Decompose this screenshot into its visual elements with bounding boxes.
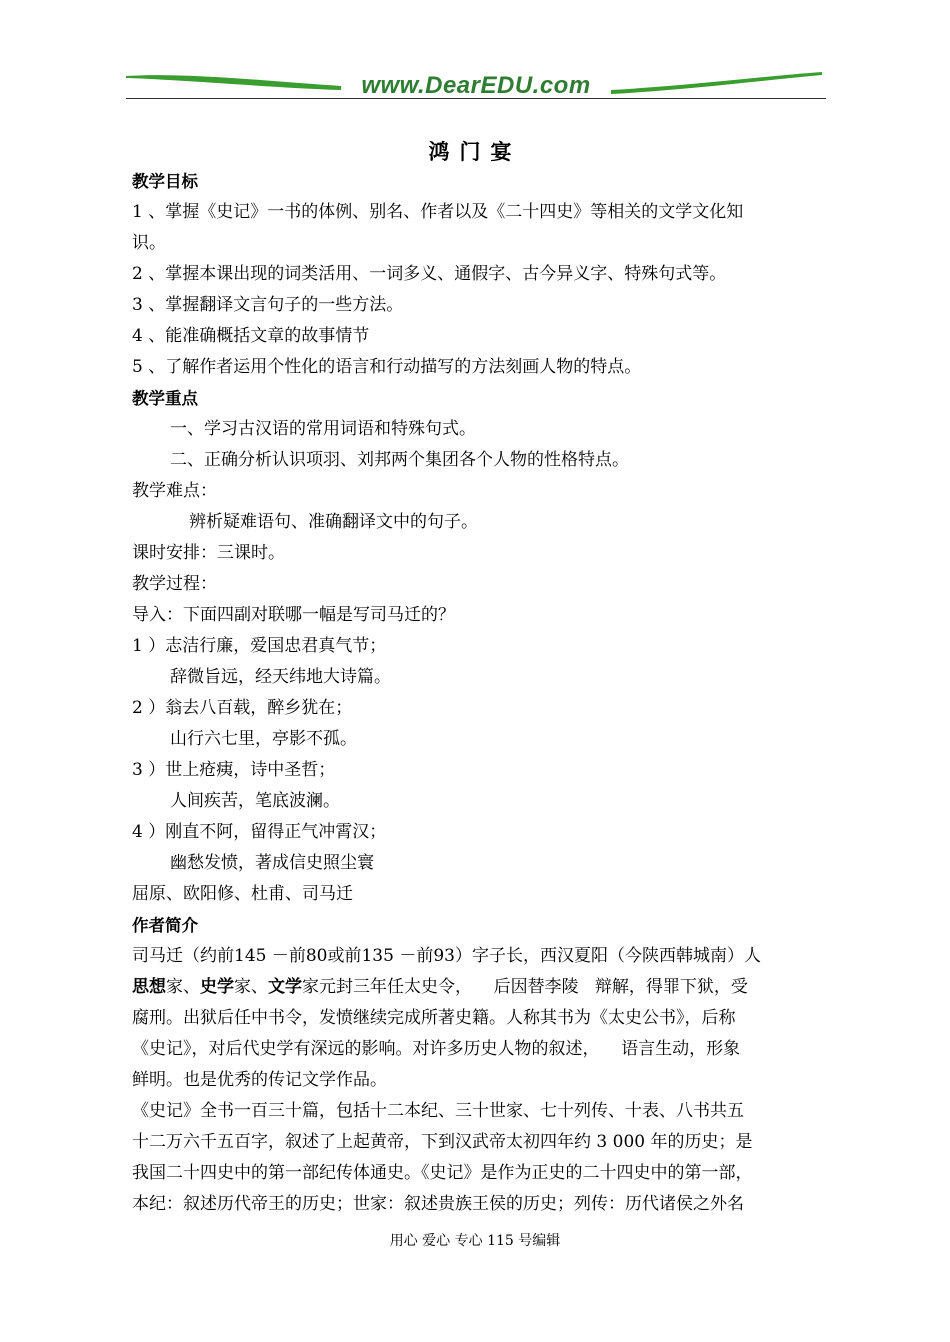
author-line: 司马迁（约前145 －前80或前135 －前93）字子长，西汉夏阳（今陕西韩城南）人 — [132, 946, 761, 966]
couplet-second: 人间疾苦，笔底波澜。 — [170, 791, 340, 811]
keypoint-line: 一、学习古汉语的常用词语和特殊句式。 — [170, 419, 476, 439]
document-body — [132, 166, 832, 1220]
author-line: 腐刑。出狱后任中书令，发愤继续完成所著史籍。人称其书为《太史公书》，后称 — [132, 1008, 736, 1028]
couplet-first: 1 ）志洁行廉，爱国忠君真气节； — [132, 636, 387, 656]
keypoint-line: 二、正确分析认识项羽、刘邦两个集团各个人物的性格特点。 — [170, 450, 629, 470]
objective-line: 识。 — [132, 233, 166, 253]
objective-line: 4 、能准确概括文章的故事情节 — [132, 326, 370, 346]
shiji-line: 本纪：叙述历代帝王的历史；世家：叙述贵族王侯的历史；列传：历代诸侯之外名 — [132, 1194, 744, 1214]
shiji-line: 《史记》全书一百三十篇，包括十二本纪、三十世家、七十列传、十表、八书共五 — [132, 1101, 744, 1121]
keypoints-heading: 教学重点 — [132, 389, 198, 408]
objective-line: 2 、掌握本课出现的词类活用、一词多义、通假字、古今异义字、特殊句式等。 — [132, 264, 727, 284]
bold-term: 史学 — [200, 977, 234, 997]
couplet-first: 4 ）刚直不阿，留得正气冲霄汉； — [132, 822, 387, 842]
site-logo-text[interactable]: www.DearEDU.com — [361, 72, 591, 99]
page-footer: 用心 爱心 专心 115 号编辑 — [389, 1233, 561, 1249]
couplet-second: 山行六七里，亭影不孤。 — [170, 729, 357, 749]
answer-line: 屈原、欧阳修、杜甫、司马迁 — [132, 884, 353, 904]
objective-line: 1 、掌握《史记》一书的体例、别名、作者以及《二十四史》等相关的文学文化知 — [132, 202, 744, 222]
left-swoosh — [126, 75, 341, 90]
shiji-line: 十二万六千五百字，叙述了上起黄帝，下到汉武帝太初四年约 3 000 年的历史；是 — [132, 1132, 753, 1152]
couplet-second: 辞微旨远，经天纬地大诗篇。 — [170, 667, 391, 687]
couplet-first: 2 ）翁去八百载，醉乡犹在； — [132, 698, 353, 718]
objective-line: 3 、掌握翻译文言句子的一些方法。 — [132, 295, 404, 315]
difficulty-text: 辨析疑难语句、准确翻译文中的句子。 — [189, 512, 478, 532]
author-line: 《史记》，对后代史学有深远的影响。对许多历史人物的叙述， 语言生动，形象 — [132, 1039, 741, 1059]
bold-term: 文学 — [268, 977, 302, 997]
bold-term: 思想 — [132, 977, 166, 997]
text-span: 家、 — [234, 977, 268, 997]
couplet-second: 幽愁发愤，著成信史照尘寰 — [170, 853, 374, 873]
author-line — [132, 972, 832, 1003]
schedule-line: 课时安排：三课时。 — [132, 543, 285, 563]
shiji-line: 我国二十四史中的第一部纪传体通史。《史记》是作为正史的二十四史中的第一部， — [132, 1163, 753, 1183]
objectives-heading: 教学目标 — [132, 172, 198, 191]
objective-line: 5 、了解作者运用个性化的语言和行动描写的方法刻画人物的特点。 — [132, 357, 642, 377]
text-span: 家、 — [166, 977, 200, 997]
author-line: 鲜明。也是优秀的传记文学作品。 — [132, 1070, 387, 1090]
site-header — [126, 70, 826, 104]
text-span: 家元封三年任太史令， 后因替李陵 辩解，得罪下狱，受 — [302, 977, 748, 997]
difficulty-label: 教学难点： — [132, 481, 217, 501]
couplet-first: 3 ）世上疮痍，诗中圣哲； — [132, 760, 336, 780]
page-title: 鸿门宴 — [428, 139, 522, 164]
process-label: 教学过程： — [132, 574, 217, 594]
right-swoosh — [611, 72, 822, 94]
author-heading: 作者简介 — [132, 916, 198, 935]
header-rule — [126, 98, 826, 99]
intro-question: 导入：下面四副对联哪一幅是写司马迁的？ — [132, 605, 455, 625]
